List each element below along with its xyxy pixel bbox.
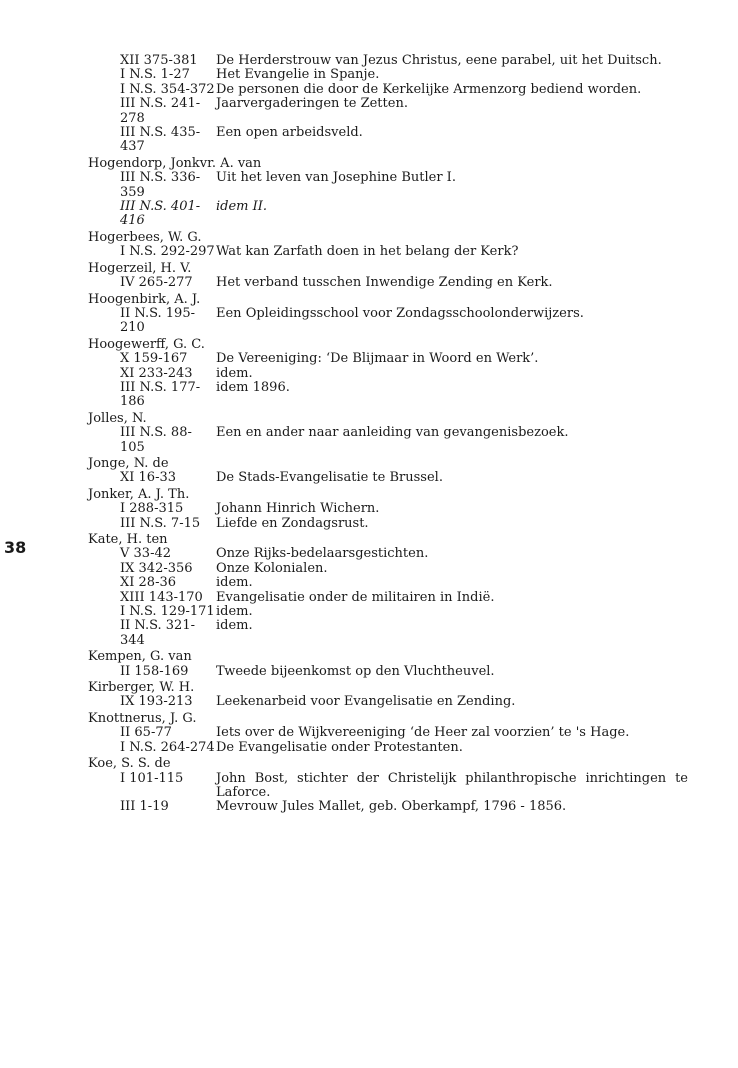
reference-row: [88, 245, 688, 259]
article-title: idem.: [216, 365, 253, 381]
volume-pages: V 33-42: [120, 546, 171, 562]
article-title: idem 1896.: [216, 379, 290, 395]
author-name: Koe, S. S. de: [88, 756, 171, 772]
reference-row: [88, 517, 688, 531]
reference-row: [88, 619, 688, 648]
article-title: Tweede bijeenkomst op den Vluchtheuvel.: [216, 663, 495, 679]
volume-pages: XI 28-36: [120, 575, 176, 591]
volume-pages: I 288-315: [120, 501, 184, 517]
article-title: Onze Kolonialen.: [216, 560, 328, 576]
reference-row: [88, 200, 688, 229]
author-entry: [88, 231, 688, 260]
volume-pages: II N.S. 321-344: [120, 618, 195, 648]
reference-row: [88, 726, 688, 740]
author-entry: [88, 757, 688, 815]
volume-pages: XI 233-243: [120, 365, 193, 381]
volume-pages: III N.S. 177-186: [120, 379, 201, 410]
article-title: De Vereeniging: ‘De Blijmaar in Woord en Werk’.: [216, 351, 539, 367]
volume-pages: I N.S. 129-171: [120, 604, 215, 620]
author-name: Jonker, A. J. Th.: [88, 486, 190, 502]
reference-row: [88, 381, 688, 410]
volume-pages: I N.S. 354-372: [120, 81, 215, 97]
volume-pages: XI 16-33: [120, 470, 176, 486]
reference-row: [88, 562, 688, 576]
reference-row: [88, 576, 688, 590]
reference-row: [88, 665, 688, 679]
reference-row: [88, 547, 688, 561]
volume-pages: IX 193-213: [120, 694, 193, 710]
volume-pages: II 158-169: [120, 663, 189, 679]
reference-row: [88, 426, 688, 455]
volume-pages: III N.S. 336-359: [120, 170, 201, 200]
volume-pages: XIII 143-170: [120, 589, 203, 605]
author-entry: [88, 533, 688, 648]
article-title: John Bost, stichter der Christelijk philanthropische inrichtingen te Laforce.: [216, 770, 688, 800]
author-entry: [88, 157, 688, 229]
article-title: Een open arbeidsveld.: [216, 125, 363, 141]
reference-row: [88, 502, 688, 516]
article-title: Iets over de Wijkvereeniging ‘de Heer zal voorzien’ te 's Hage.: [216, 725, 630, 741]
volume-pages: III N.S. 401-416: [120, 199, 201, 229]
author-entry: [88, 488, 688, 531]
volume-pages: X 159-167: [120, 351, 188, 367]
reference-row: [88, 83, 688, 97]
volume-pages: I N.S. 264-274: [120, 739, 215, 755]
author-entry: [88, 681, 688, 710]
article-title: Mevrouw Jules Mallet, geb. Oberkampf, 1796 - 1856.: [216, 799, 567, 815]
reference-row: [88, 695, 688, 709]
reference-row: [88, 741, 688, 755]
author-entry: [88, 338, 688, 410]
author-entry: [88, 293, 688, 336]
author-name: Jonge, N. de: [88, 455, 169, 471]
article-title: Wat kan Zarfath doen in het belang der Kerk?: [216, 244, 519, 260]
volume-pages: II N.S. 195-210: [120, 305, 195, 336]
author-name: Kate, H. ten: [88, 532, 168, 547]
article-title: Het verband tusschen Inwendige Zending en Kerk.: [216, 275, 553, 291]
volume-pages: IV 265-277: [120, 275, 193, 291]
author-name: Kempen, G. van: [88, 649, 192, 665]
article-title: De Stads-Evangelisatie te Brussel.: [216, 470, 443, 486]
volume-pages: III N.S. 88-105: [120, 425, 192, 455]
article-title: Evangelisatie onder de militairen in Indië.: [216, 589, 495, 605]
author-name: Hogerzeil, H. V.: [88, 260, 192, 276]
article-title: De personen die door de Kerkelijke Armenzorg bediend worden.: [216, 81, 642, 97]
author-entry: [88, 650, 688, 679]
volume-pages: I N.S. 1-27: [120, 67, 190, 83]
volume-pages: III N.S. 241-278: [120, 96, 201, 126]
reference-row: [88, 307, 688, 336]
volume-pages: I 101-115: [120, 770, 184, 786]
article-title: Leekenarbeid voor Evangelisatie en Zending.: [216, 694, 516, 710]
bibliography-list: [88, 54, 688, 815]
author-entry: [88, 262, 688, 291]
article-title: Onze Rijks-bedelaarsgestichten.: [216, 546, 429, 562]
article-title: Jaarvergaderingen te Zetten.: [216, 96, 408, 112]
reference-row: [88, 800, 688, 814]
article-title: idem.: [216, 604, 253, 620]
article-title: Een en ander naar aanleiding van gevangenisbezoek.: [216, 425, 569, 441]
reference-row: [88, 471, 688, 485]
article-title: idem II.: [216, 199, 268, 215]
reference-row: [88, 367, 688, 381]
article-title: Johann Hinrich Wichern.: [216, 501, 380, 517]
author-name: Hoogewerff, G. C.: [88, 336, 205, 352]
reference-row: [88, 276, 688, 290]
volume-pages: III 1-19: [120, 799, 169, 815]
author-entry: [88, 412, 688, 455]
reference-row: [88, 591, 688, 605]
reference-row: [88, 126, 688, 155]
author-name: Knottnerus, J. G.: [88, 710, 197, 726]
author-name: Hogerbees, W. G.: [88, 229, 202, 245]
reference-row: [88, 605, 688, 619]
page-number: 38: [4, 538, 27, 557]
reference-row: [88, 171, 688, 200]
article-title: Een Opleidingsschool voor Zondagsschoolonderwijzers.: [216, 305, 584, 321]
article-title: Het Evangelie in Spanje.: [216, 67, 380, 83]
volume-pages: III N.S. 7-15: [120, 515, 201, 531]
author-entry: [88, 712, 688, 755]
volume-pages: XII 375-381: [120, 53, 198, 68]
volume-pages: I N.S. 292-297: [120, 244, 215, 260]
reference-row: [88, 772, 688, 801]
article-title: De Evangelisatie onder Protestanten.: [216, 739, 463, 755]
author-name: Kirberger, W. H.: [88, 680, 195, 696]
volume-pages: II 65-77: [120, 725, 172, 741]
author-name: Hogendorp, Jonkvr. A. van: [88, 155, 262, 171]
article-title: Liefde en Zondagsrust.: [216, 515, 369, 531]
volume-pages: IX 342-356: [120, 560, 193, 576]
article-title: De Herderstrouw van Jezus Christus, eene parabel, uit het Duitsch.: [216, 53, 662, 68]
reference-row: [88, 54, 688, 68]
article-title: idem.: [216, 575, 253, 591]
volume-pages: III N.S. 435-437: [120, 125, 201, 155]
author-name: Jolles, N.: [88, 410, 147, 426]
author-entry: [88, 457, 688, 486]
article-title: idem.: [216, 618, 253, 634]
reference-row: [88, 68, 688, 82]
author-name: Hoogenbirk, A. J.: [88, 291, 201, 307]
reference-row: [88, 352, 688, 366]
author-entry: [88, 54, 688, 155]
reference-row: [88, 97, 688, 126]
article-title: Uit het leven van Josephine Butler I.: [216, 170, 456, 186]
